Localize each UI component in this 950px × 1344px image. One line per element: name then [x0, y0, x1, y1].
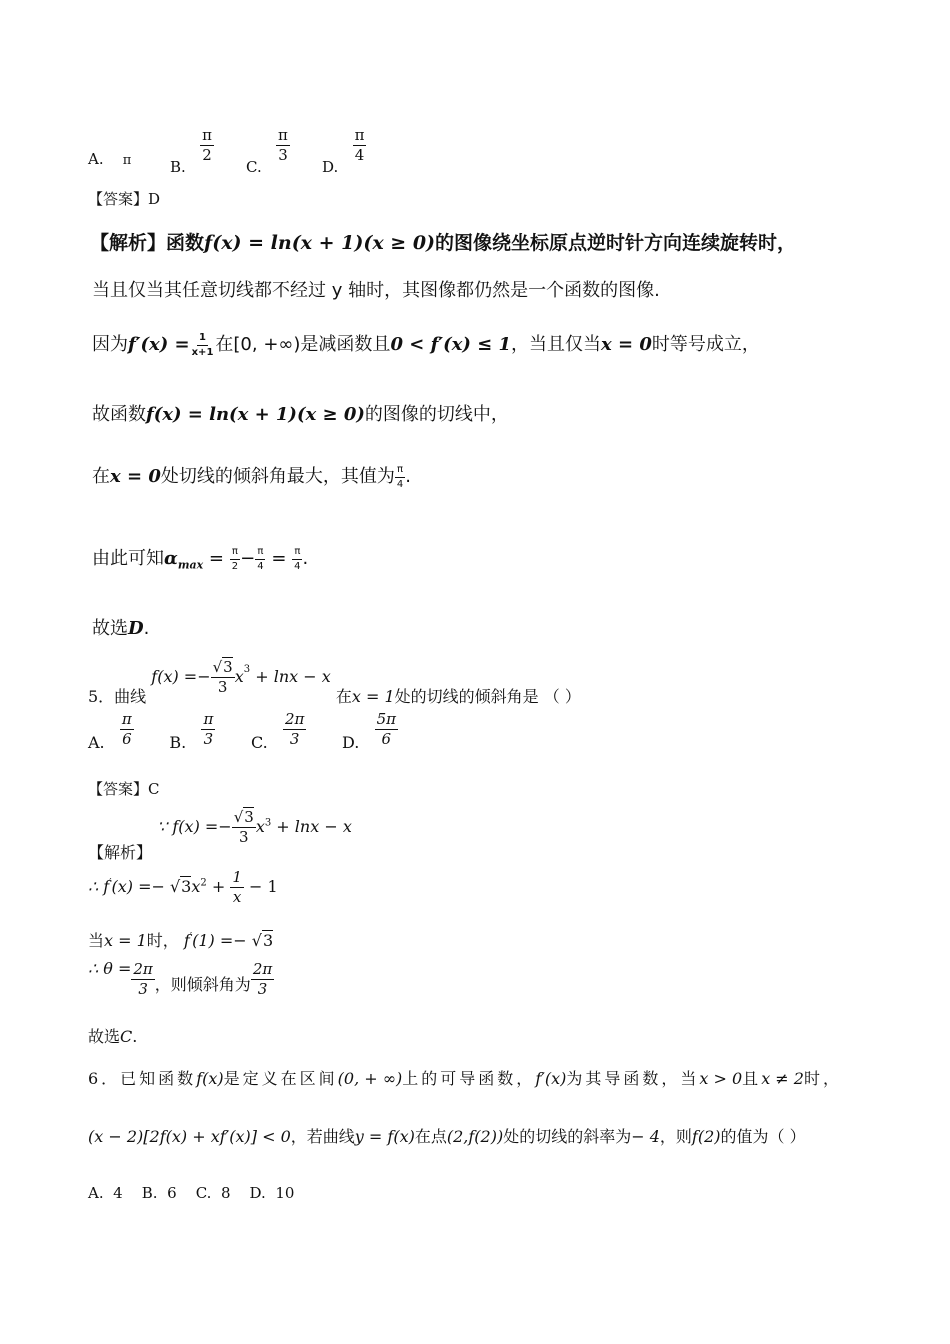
q4-option-a — [88, 150, 131, 168]
fraction: $\frac{\pi}{4}$ — [257, 545, 264, 572]
fraction: $\frac{√3}{3}$ — [212, 658, 233, 696]
option-label: B. — [170, 157, 186, 176]
option-fraction: $\frac{\pi}{4}$ — [354, 126, 365, 164]
q5-question: 5．曲线 f(x) =− $\frac{√3}{3}$ $x^3 + \ln x - x$ 在x = 1处的切线的倾斜角是 （ ） — [88, 658, 581, 706]
q4-option-b — [170, 126, 214, 176]
option-fraction: $\frac{\pi}{2}$ — [202, 126, 212, 164]
q5-analysis-choose: 故选C. — [88, 1027, 138, 1046]
q4-option-c — [246, 126, 290, 176]
q4-analysis-line5: 在x = 0处切线的倾斜角最大，其值为 $\frac{\pi}{4}$ . — [92, 463, 411, 490]
q5-analysis-when: 当x = 1时， f′(1) =− √3 — [88, 931, 274, 950]
q5-analysis-derivative: ∴ $f'(x) =- √3x^2$ + $\frac{1}{x}$ − 1 — [88, 868, 278, 906]
fraction: $\frac{1}{x+1}$ — [191, 331, 214, 358]
q6-question-line1: 6．已知函数f(x)是定义在区间(0, + ∞)上的可导函数，f′(x)为其导函数，当x > 0且x ≠ 2时， — [88, 1069, 842, 1088]
q4-answer: 【答案】D — [88, 190, 161, 208]
q4-analysis-line1: 【解析】函数f(x) = ln(x + 1)(x ≥ 0)的图像绕坐标原点逆时针方向连续旋转时， — [90, 232, 797, 254]
fraction: $\frac{\pi}{4}$ — [294, 545, 301, 572]
option-value: π — [122, 153, 132, 168]
option-fraction: $\frac{\pi}{3}$ — [278, 126, 288, 164]
q5-analysis-theta: ∴ θ = $\frac{2\pi}{3}$ ，则倾斜角为 $\frac{2\pi}{3}$ — [88, 959, 273, 998]
q5-options: A. $\frac{\pi}{6}$ B. $\frac{\pi}{3}$ C. $\frac{2\pi}{3}$ D. $\frac{5\pi}{6}$ — [88, 710, 397, 752]
option-fraction: $\frac{5\pi}{6}$ — [376, 710, 397, 748]
q4-analysis-line3: 因为f′(x) = $\frac{1}{x+1}$ 在[0, +∞)是减函数且0 < f′(x) ≤ 1，当且仅当x = 0时等号成立， — [92, 331, 760, 358]
q4-analysis-line2: 当且仅当其任意切线都不经过 y 轴时，其图像都仍然是一个函数的图像. — [92, 280, 660, 301]
option-label: A. — [88, 150, 104, 168]
q5-analysis-because: 【解析】 ∵ f(x) =− $\frac{√3}{3}$ $x^3 + \ln x - x$ — [88, 808, 352, 862]
q4-analysis-line7: 故选D. — [92, 618, 150, 639]
fraction: $\frac{\pi}{2}$ — [231, 545, 239, 572]
q6-options: A. 4 B. 6 C. 8 D. 10 — [88, 1184, 295, 1202]
option-fraction: $\frac{\pi}{3}$ — [203, 710, 214, 748]
q4-analysis-line6: 由此可知$\alpha_{max}$ = $\frac{\pi}{2}$ − $\frac{\pi}{4}$ = $\frac{\pi}{4}$ . — [92, 545, 309, 572]
option-label: C. — [246, 157, 262, 176]
q4-analysis-line4: 故函数f(x) = ln(x + 1)(x ≥ 0)的图像的切线中， — [92, 404, 509, 425]
option-label: D. — [322, 157, 339, 176]
option-fraction: $\frac{\pi}{6}$ — [121, 710, 132, 748]
fraction: $\frac{√3}{3}$ — [233, 808, 254, 846]
q4-option-d — [322, 126, 366, 176]
fraction: $\frac{2\pi}{3}$ — [133, 960, 153, 998]
fraction: $\frac{\pi}{4}$ — [396, 463, 404, 490]
q6-question-line2: (x − 2)[2f(x) + xf′(x)] < 0，若曲线y = f(x)在点(2,f(2))处的切线的斜率为− 4，则f(2)的值为（ ） — [88, 1127, 806, 1146]
fraction: $\frac{1}{x}$ — [232, 868, 242, 906]
fraction: $\frac{2\pi}{3}$ — [252, 960, 273, 998]
option-fraction: $\frac{2\pi}{3}$ — [284, 710, 305, 748]
q5-answer: 【答案】C — [88, 780, 160, 798]
